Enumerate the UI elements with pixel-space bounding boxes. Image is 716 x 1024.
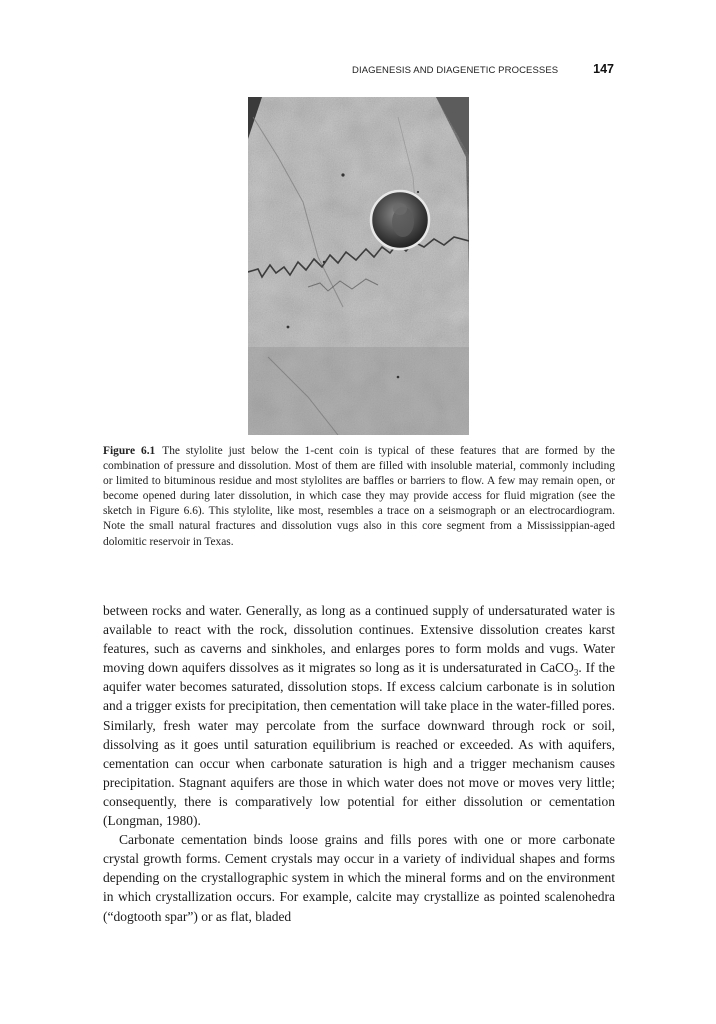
figure-caption	[103, 444, 615, 550]
figure-caption-text: The stylolite just below the 1-cent coin is typical of these features that are formed by the combination of pressure and dissolution. Most of them are filled with insoluble material, commonly including or limited to bituminous residue and most stylolites are baffles or barriers to flow. A few may remain open, or become opened during later dissolution, in which case they may provide access for fluid migration (see the sketch in Figure 6.6). This stylolite, like most, resembles a trace on a seismograph or an electrocardiogram. Note the small natural fractures and dissolution vugs also in this core segment from a Mississippian-aged dolomitic reservoir in Texas.	[103, 445, 615, 548]
figure-photo	[248, 97, 469, 435]
paragraph-1-part-2: . If the aquifer water becomes saturated, dissolution stops. If excess calcium carbonate is in solution and a trigger exists for precipitation, then cementation will take place in the water-filled pores. Similarly, fresh water may percolate from the surface downward through rock or soil, dissolving as it goes until saturation equilibrium is reached or exceeded. As with aquifers, cementation can occur when carbonate saturation is high and a trigger mechanism causes precipitation. Stagnant aquifers are those in which water does not move or moves very little; consequently, there is comparatively low potential for either dissolution or cementation (Longman, 1980).	[103, 660, 615, 829]
body-text	[103, 601, 615, 926]
subscript-3: 3	[573, 667, 579, 678]
figure-caption-label: Figure 6.1	[103, 445, 156, 457]
paragraph-1-part-1: between rocks and water. Generally, as long as a continued supply of undersaturated water is available to react with the rock, dissolution continues. Extensive dissolution creates karst features, such as caverns and sinkholes, and enlarges pores to form molds and vugs. Water moving down aquifers dissolves as it migrates so long as it is undersaturated in CaCO	[103, 603, 615, 676]
running-head	[352, 62, 614, 76]
paragraph-2: Carbonate cementation binds loose grains and fills pores with one or more carbonate crystal growth forms. Cement crystals may occur in a variety of individual shapes and forms depending on the crystallographic system in which the mineral forms and on the environment in which crystallization occurs. For example, calcite may crystallize as pointed scalenohedra (“dogtooth spar”) or as flat, bladed	[103, 832, 615, 924]
running-title: DIAGENESIS AND DIAGENETIC PROCESSES	[352, 65, 559, 76]
page-number: 147	[593, 62, 614, 76]
paragraph	[103, 601, 615, 830]
